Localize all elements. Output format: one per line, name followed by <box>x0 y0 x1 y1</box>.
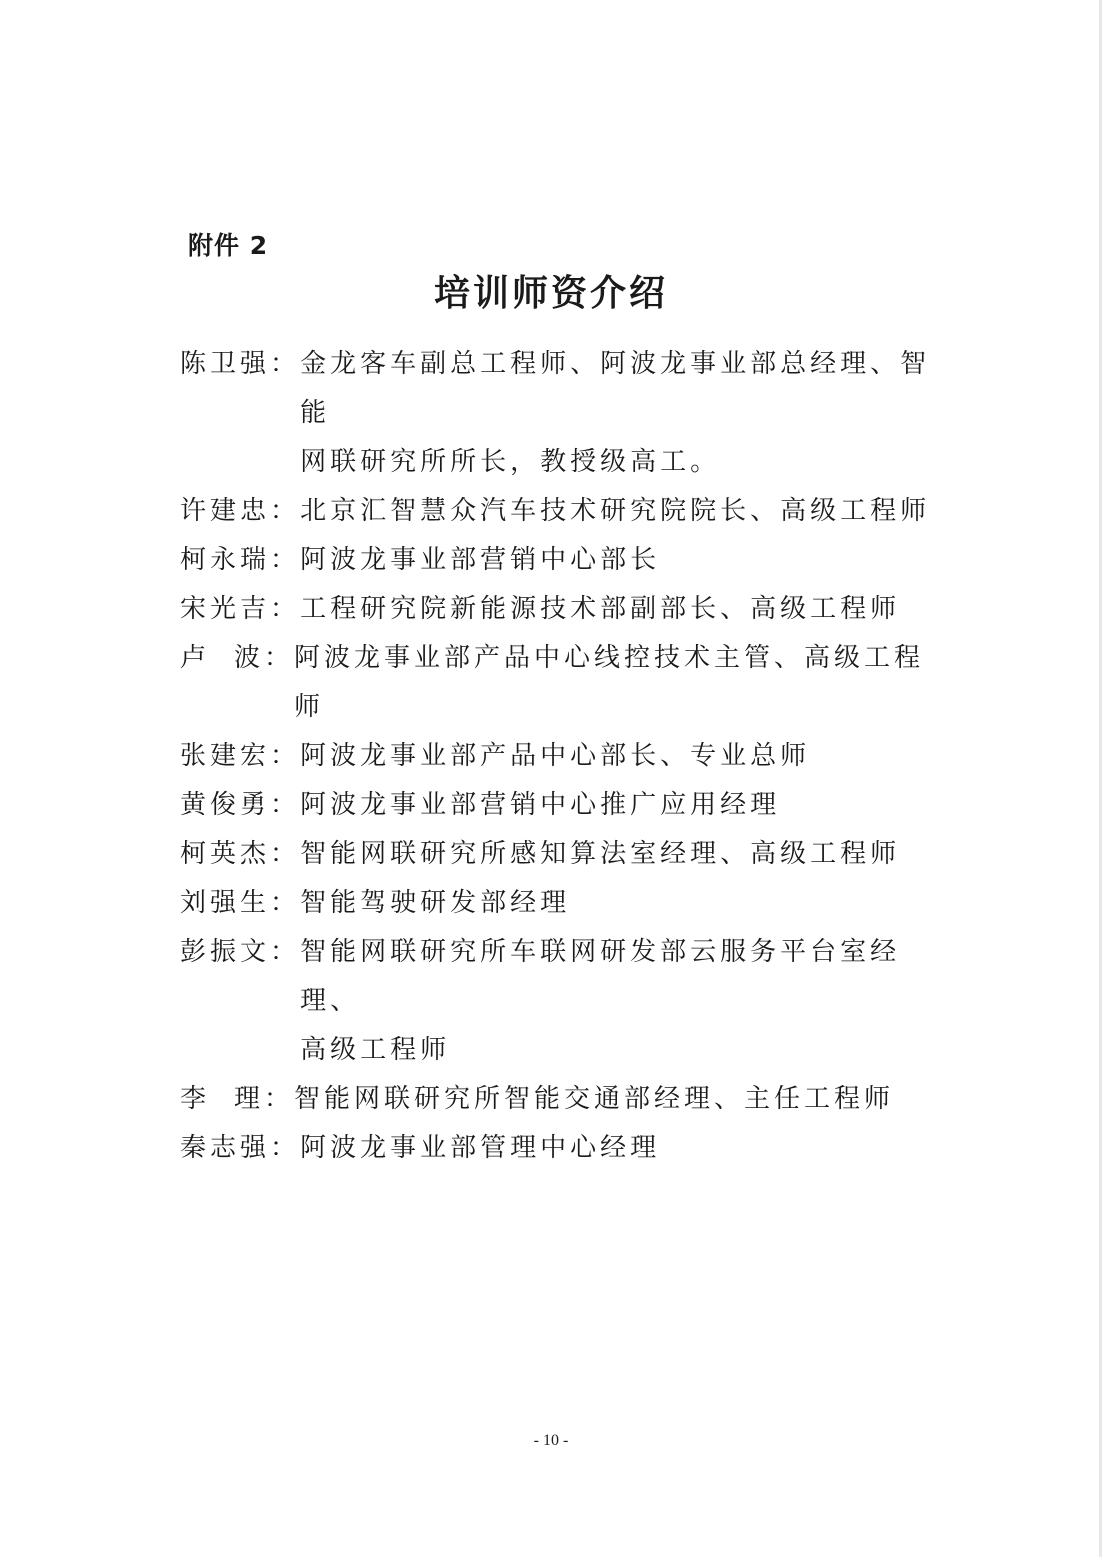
instructor-name: 陈 卫 强 <box>180 349 271 379</box>
name-colon: ： <box>270 741 301 771</box>
instructor-description: 阿波龙事业部产品中心线控技术主管、高级工程师 <box>294 643 925 722</box>
instructor-entry <box>180 1124 940 1173</box>
name-colon: ： <box>270 937 301 967</box>
name-colon: ： <box>270 839 301 869</box>
name-colon: ： <box>264 643 295 673</box>
instructor-entry <box>180 585 940 634</box>
instructor-entry <box>180 1075 940 1124</box>
instructor-name: 黄 俊 勇 <box>180 790 271 820</box>
name-colon: ： <box>270 496 301 526</box>
instructor-description: 阿波龙事业部营销中心部长 <box>300 545 661 575</box>
instructor-entry <box>180 928 940 1075</box>
name-colon: ： <box>270 594 301 624</box>
instructor-description: 智能驾驶研发部经理 <box>300 888 571 918</box>
name-colon: ： <box>270 888 301 918</box>
instructor-description: 金龙客车副总工程师、阿波龙事业部总经理、智能 网联研究所所长，教授级高工。 <box>300 349 931 477</box>
instructor-list <box>180 340 940 1173</box>
instructor-description: 阿波龙事业部产品中心部长、专业总师 <box>300 741 811 771</box>
instructor-entry <box>180 536 940 585</box>
instructor-entry <box>180 487 940 536</box>
instructor-entry <box>180 732 940 781</box>
instructor-name: 宋 光 吉 <box>180 594 271 624</box>
name-colon: ： <box>264 1084 295 1114</box>
instructor-description: 智能网联研究所车联网研发部云服务平台室经理、 高级工程师 <box>300 937 901 1065</box>
instructor-description: 智能网联研究所智能交通部经理、主任工程师 <box>294 1084 895 1114</box>
instructor-description: 工程研究院新能源技术部副部长、高级工程师 <box>300 594 901 624</box>
page-title: 培训师资介绍 <box>433 272 668 314</box>
page-number: - 10 - <box>533 1432 569 1449</box>
instructor-name: 李 理 <box>180 1084 264 1114</box>
instructor-entry <box>180 634 940 732</box>
instructor-name: 柯 英 杰 <box>180 839 271 869</box>
instructor-description: 阿波龙事业部管理中心经理 <box>300 1133 661 1163</box>
name-colon: ： <box>270 790 301 820</box>
instructor-entry <box>180 879 940 928</box>
name-colon: ： <box>270 545 301 575</box>
instructor-entry <box>180 830 940 879</box>
instructor-entry <box>180 781 940 830</box>
instructor-description: 阿波龙事业部营销中心推广应用经理 <box>300 790 781 820</box>
instructor-name: 秦 志 强 <box>180 1133 271 1163</box>
attachment-label: 附件 2 <box>188 231 269 260</box>
instructor-name: 张 建 宏 <box>180 741 271 771</box>
instructor-description: 北京汇智慧众汽车技术研究院院长、高级工程师 <box>300 496 931 526</box>
name-colon: ： <box>270 1133 301 1163</box>
instructor-name: 许 建 忠 <box>180 496 271 526</box>
instructor-name: 柯 永 瑞 <box>180 545 271 575</box>
instructor-entry <box>180 340 940 487</box>
instructor-name: 彭 振 文 <box>180 937 271 967</box>
instructor-description: 智能网联研究所感知算法室经理、高级工程师 <box>300 839 901 869</box>
instructor-name: 刘 强 生 <box>180 888 271 918</box>
instructor-name: 卢 波 <box>180 643 264 673</box>
name-colon: ： <box>270 349 301 379</box>
